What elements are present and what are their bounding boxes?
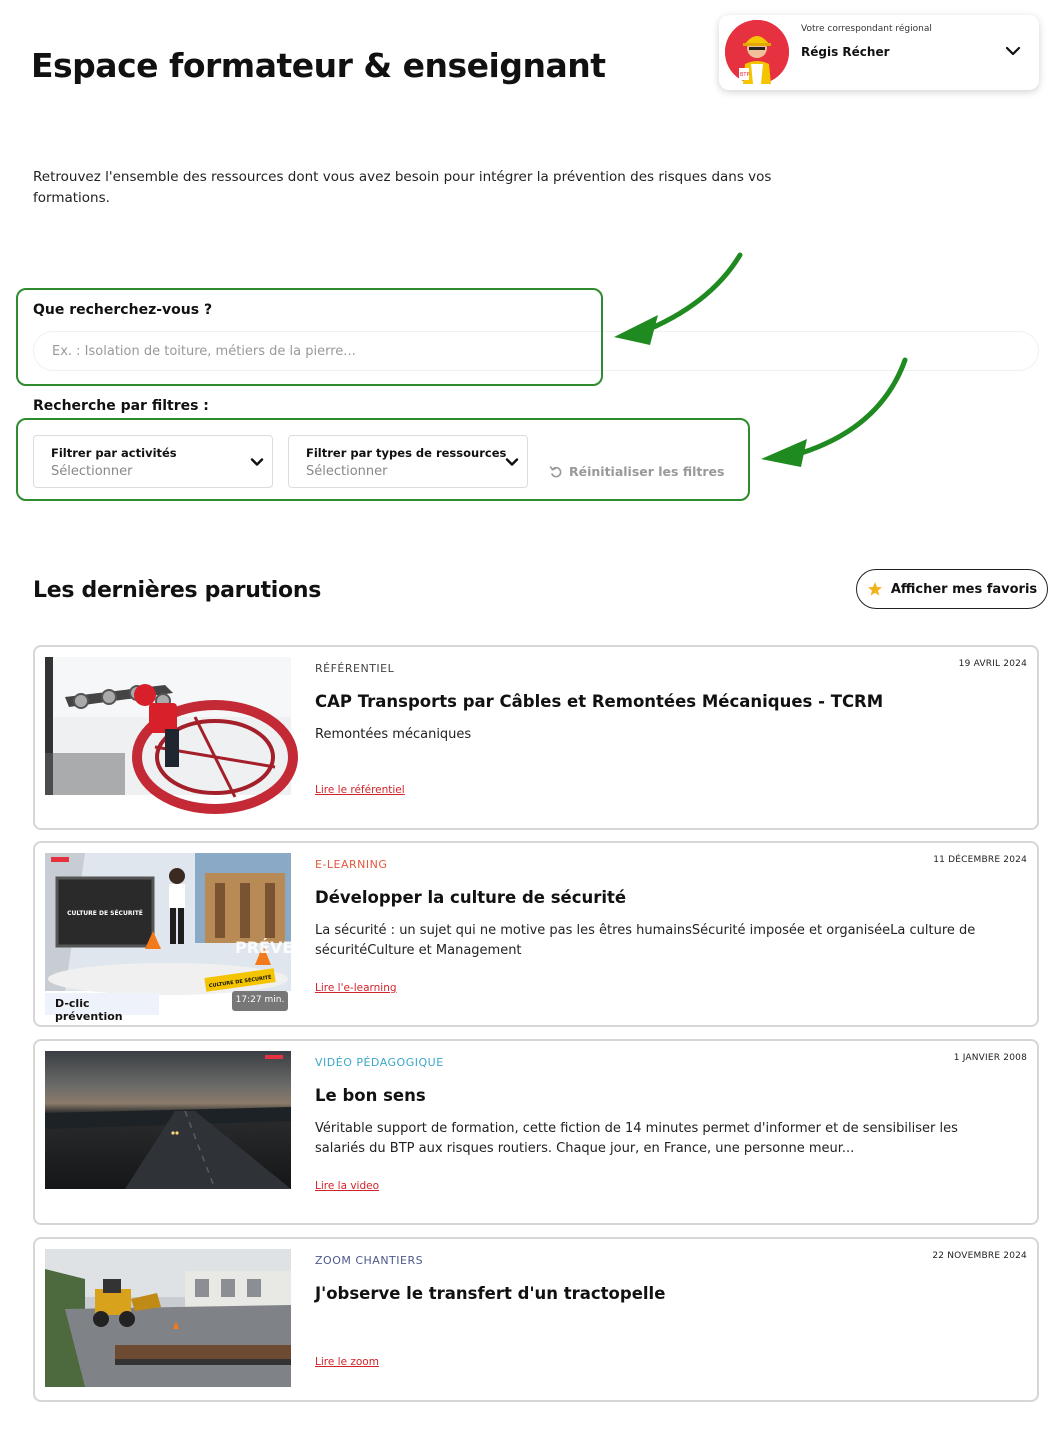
filter-resource-types-select[interactable] — [288, 435, 528, 488]
card-title: Développer la culture de sécurité — [315, 888, 627, 907]
card-thumbnail — [45, 657, 291, 795]
card-category: VIDÉO PÉDAGOGIQUE — [315, 1056, 444, 1069]
card-title: J'observe le transfert d'un tractopelle — [315, 1284, 666, 1303]
card-link[interactable]: Lire le zoom — [315, 1356, 379, 1368]
intro-text: Retrouvez l'ensemble des ressources dont vous avez besoin pour intégrer la prévention des risques dans vos formations. — [33, 169, 772, 206]
chevron-down-icon — [250, 455, 264, 469]
filters-label: Recherche par filtres : — [33, 398, 209, 414]
filter-resource-types-title: Filtrer par types de ressources — [306, 446, 507, 460]
card-description: La sécurité : un sujet qui ne motive pas les êtres humainsSécurité imposée et organiséeLa culture de sécuritéCulture et Management — [315, 923, 976, 958]
show-favorites-label: Afficher mes favoris — [890, 581, 1038, 597]
resource-card[interactable] — [33, 1237, 1039, 1402]
thumbnail-caption: CULTURE DE SÉCURITÉ — [67, 910, 143, 917]
card-category: RÉFÉRENTIEL — [315, 662, 395, 675]
filter-activities-select[interactable] — [33, 435, 273, 488]
resource-card[interactable] — [33, 841, 1039, 1027]
resource-card[interactable] — [33, 645, 1039, 830]
search-input[interactable] — [33, 331, 1039, 371]
regional-correspondent-dropdown[interactable] — [719, 15, 1039, 90]
duration-badge: 17:27 min. — [232, 991, 288, 1011]
chevron-down-icon — [505, 455, 519, 469]
show-favorites-button[interactable] — [856, 569, 1048, 609]
star-icon — [867, 581, 883, 597]
card-title: CAP Transports par Câbles et Remontées Mécaniques - TCRM — [315, 692, 884, 711]
card-date: 19 AVRIL 2024 — [958, 659, 1027, 669]
card-title: Le bon sens — [315, 1086, 426, 1105]
card-description: Remontées mécaniques — [315, 727, 472, 742]
filter-resource-types-value: Sélectionner — [306, 464, 388, 479]
thumbnail-caption: CULTURE DE SÉCURITÉ — [208, 974, 272, 990]
reset-icon — [549, 465, 563, 479]
svg-text:BTP: BTP — [740, 72, 750, 78]
dclic-badge: D-clic prévention — [45, 993, 159, 1015]
card-description: Véritable support de formation, cette fiction de 14 minutes permet d'informer et de sensibiliser les salariés du BTP aux risques routiers. Chaque jour, en France, une personne meur... — [315, 1121, 958, 1156]
search-label: Que recherchez-vous ? — [33, 302, 213, 318]
filter-activities-title: Filtrer par activités — [51, 446, 177, 460]
card-date: 11 DÉCEMBRE 2024 — [933, 855, 1027, 865]
section-title: Les dernières parutions — [33, 578, 321, 603]
card-date: 22 NOVEMBRE 2024 — [932, 1251, 1027, 1261]
card-thumbnail — [45, 853, 351, 991]
card-thumbnail — [45, 1249, 291, 1387]
card-link[interactable]: Lire la video — [315, 1180, 380, 1192]
correspondent-name: Régis Récher — [801, 45, 890, 59]
worker-avatar-icon — [725, 20, 789, 84]
resource-card[interactable] — [33, 1039, 1039, 1225]
card-category: ZOOM CHANTIERS — [315, 1254, 424, 1267]
green-arrow-icon — [755, 355, 915, 470]
card-date: 1 JANVIER 2008 — [953, 1053, 1027, 1063]
page-title: Espace formateur & enseignant — [31, 46, 606, 85]
reset-filters-label: Réinitialiser les filtres — [569, 464, 725, 479]
card-category: E-LEARNING — [315, 858, 388, 871]
card-link[interactable]: Lire le référentiel — [315, 784, 405, 796]
card-link[interactable]: Lire l'e-learning — [315, 982, 397, 994]
card-thumbnail — [45, 1051, 291, 1189]
svg-text:PRÉVENTION: PRÉVENTION — [235, 938, 351, 957]
correspondent-label: Votre correspondant régional — [801, 24, 932, 34]
chevron-down-icon[interactable] — [1005, 43, 1021, 59]
filter-activities-value: Sélectionner — [51, 464, 133, 479]
reset-filters-button[interactable] — [549, 464, 724, 479]
